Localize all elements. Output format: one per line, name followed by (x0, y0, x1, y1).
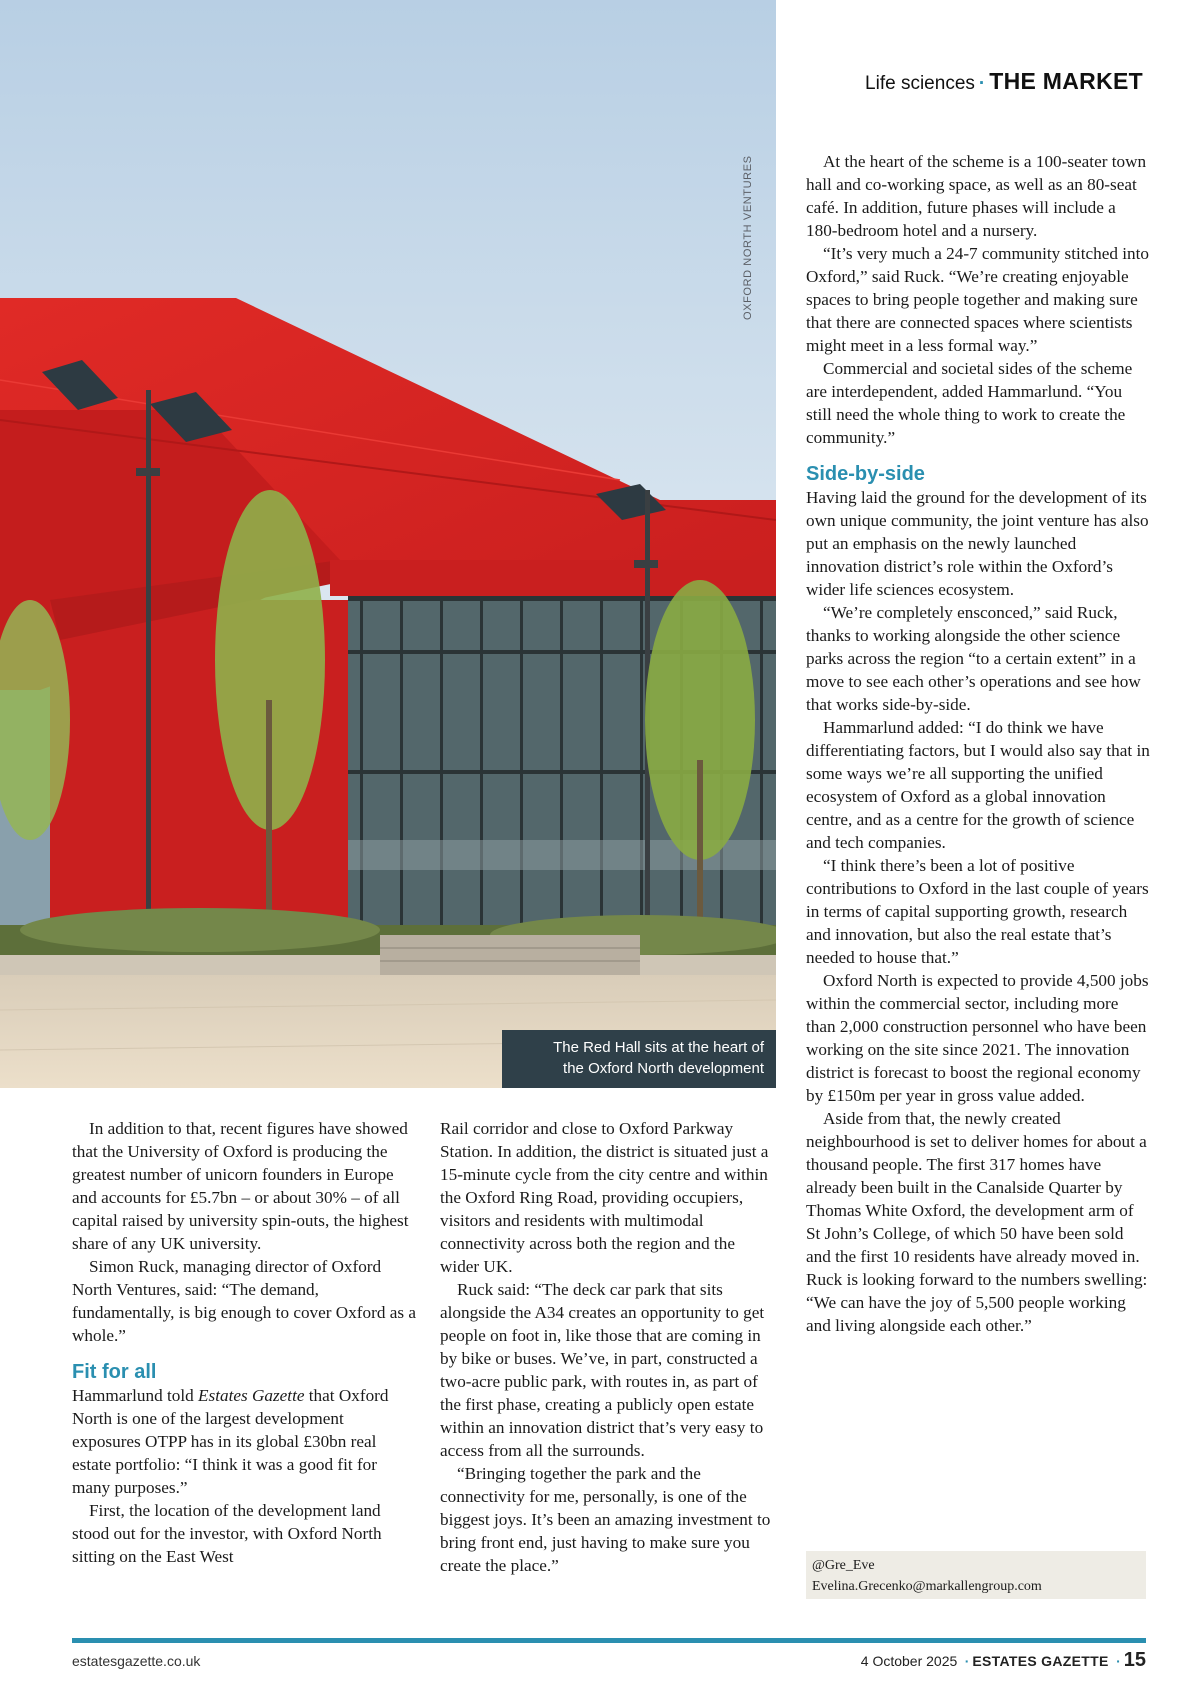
paragraph: “It’s very much a 24-7 community stitched into Oxford,” said Ruck. “We’re creating enjoyable spaces to bring people together and making sure that there are connected spaces where scientists might meet in a less formal way.” (806, 244, 1150, 355)
subheading-fit-for-all: Fit for all (72, 1361, 157, 1383)
red-hall-illustration (0, 0, 776, 1088)
photo-credit: OXFORD NORTH VENTURES (742, 155, 754, 320)
paragraph: “We’re completely ensconced,” said Ruck, thanks to working alongside the other science parks across the region “to a certain extent” in a move to see each other’s operations and see how that works side-by-side. (806, 603, 1141, 714)
footer-website[interactable]: estatesgazette.co.uk (72, 1653, 201, 1669)
paragraph: Aside from that, the newly created neighbourhood is set to deliver homes for about a thousand people. The first 317 homes have already been built in the Canalside Quarter by Thomas White Oxford, the development arm of St John’s College, of which 50 have been sold and the first 10 residents have already moved in. Ruck is looking forward to the numbers swelling: “We can have the joy of 5,500 people working and living alongside each other.” (806, 1109, 1148, 1335)
paragraph: At the heart of the scheme is a 100-seater town hall and co-working space, as well as an 80-seat café. In addition, future phases will include a 180-bedroom hotel and a nursery. (806, 152, 1147, 240)
footer-folio (861, 1649, 1146, 1672)
paragraph: Commercial and societal sides of the scheme are interdependent, added Hammarlund. “You still need the whole thing to work to create the community.” (806, 359, 1133, 447)
paragraph: Hammarlund told Estates Gazette that Oxford North is one of the largest development exposures OTPP has in its global £30bn real estate portfolio: “I think it was a good fit for many purposes.” (72, 1386, 389, 1497)
section-label: Life sciences (865, 73, 975, 94)
article-column-3 (806, 150, 1150, 1337)
paragraph: In addition to that, recent figures have showed that the University of Oxford is producing the greatest number of unicorn founders in Europe and accounts for £5.7bn – or about 30% – of all capital raised by university spin-outs, the highest share of any UK university. (72, 1119, 409, 1253)
paragraph: Having laid the ground for the development of its own unique community, the joint venture has also put an emphasis on the newly launched innovation district’s role within the Oxford’s wider life sciences ecosystem. (806, 488, 1149, 599)
paragraph: Oxford North is expected to provide 4,500 jobs within the commercial sector, including more than 2,000 construction personnel who have been working on the site since 2021. The innovation district is forecast to boost the regional economy by £150m per year in gross value added. (806, 971, 1149, 1105)
article-column-2 (440, 1117, 776, 1577)
footer-separator: · (1116, 1653, 1121, 1669)
subheading-side-by-side: Side-by-side (806, 463, 925, 485)
header-separator: · (978, 73, 986, 94)
footer-separator: · (964, 1653, 970, 1669)
author-email[interactable]: Evelina.Grecenko@markallengroup.com (812, 1579, 1042, 1594)
article-column-1 (72, 1117, 416, 1568)
paragraph: “I think there’s been a lot of positive contributions to Oxford in the last couple of years in terms of capital supporting growth, research and innovation, but also the real estate that’s needed to house that.” (806, 856, 1149, 967)
photo-caption (502, 1030, 776, 1088)
market-label: THE MARKET (989, 68, 1143, 94)
hero-photo (0, 0, 776, 1088)
paragraph: Rail corridor and close to Oxford Parkway Station. In addition, the district is situated just a 15-minute cycle from the city centre and within the Oxford Ring Road, providing occupiers, visitors and residents with multimodal connectivity across both the region and the wider UK. (440, 1119, 769, 1276)
author-handle[interactable]: @Gre_Eve (812, 1558, 875, 1573)
author-contact-box (806, 1551, 1146, 1599)
caption-line-2: the Oxford North development (563, 1060, 764, 1077)
paragraph: “Bringing together the park and the connectivity for me, personally, is one of the biggest joys. It’s been an amazing investment to bring front end, just having to make sure you create the place.” (440, 1464, 771, 1575)
caption-line-1: The Red Hall sits at the heart of (553, 1039, 764, 1056)
footer-rule (72, 1638, 1146, 1643)
publication-name: Estates Gazette (198, 1386, 305, 1405)
page-number: 15 (1123, 1649, 1146, 1671)
publication-title: ESTATES GAZETTE (972, 1653, 1109, 1669)
paragraph: Ruck said: “The deck car park that sits alongside the A34 creates an opportunity to get people on foot in, like those that are coming in by bike or buses. We’ve, in part, constructed a two-acre public park, with routes in, as part of the first phase, creating a publicly open estate within an innovation district that’s very easy to access from all the surrounds. (440, 1280, 765, 1460)
paragraph: First, the location of the development land stood out for the investor, with Oxford North sitting on the East West (72, 1501, 382, 1566)
running-header (865, 68, 1143, 95)
issue-date: 4 October 2025 (860, 1653, 958, 1669)
paragraph: Hammarlund added: “I do think we have differentiating factors, but I would also say that in some ways we’re all supporting the unified ecosystem of Oxford as a global innovation centre, and as a centre for the growth of science and tech companies. (806, 718, 1150, 852)
paragraph: Simon Ruck, managing director of Oxford North Ventures, said: “The demand, fundamentally, is big enough to cover Oxford as a whole.” (72, 1257, 416, 1345)
